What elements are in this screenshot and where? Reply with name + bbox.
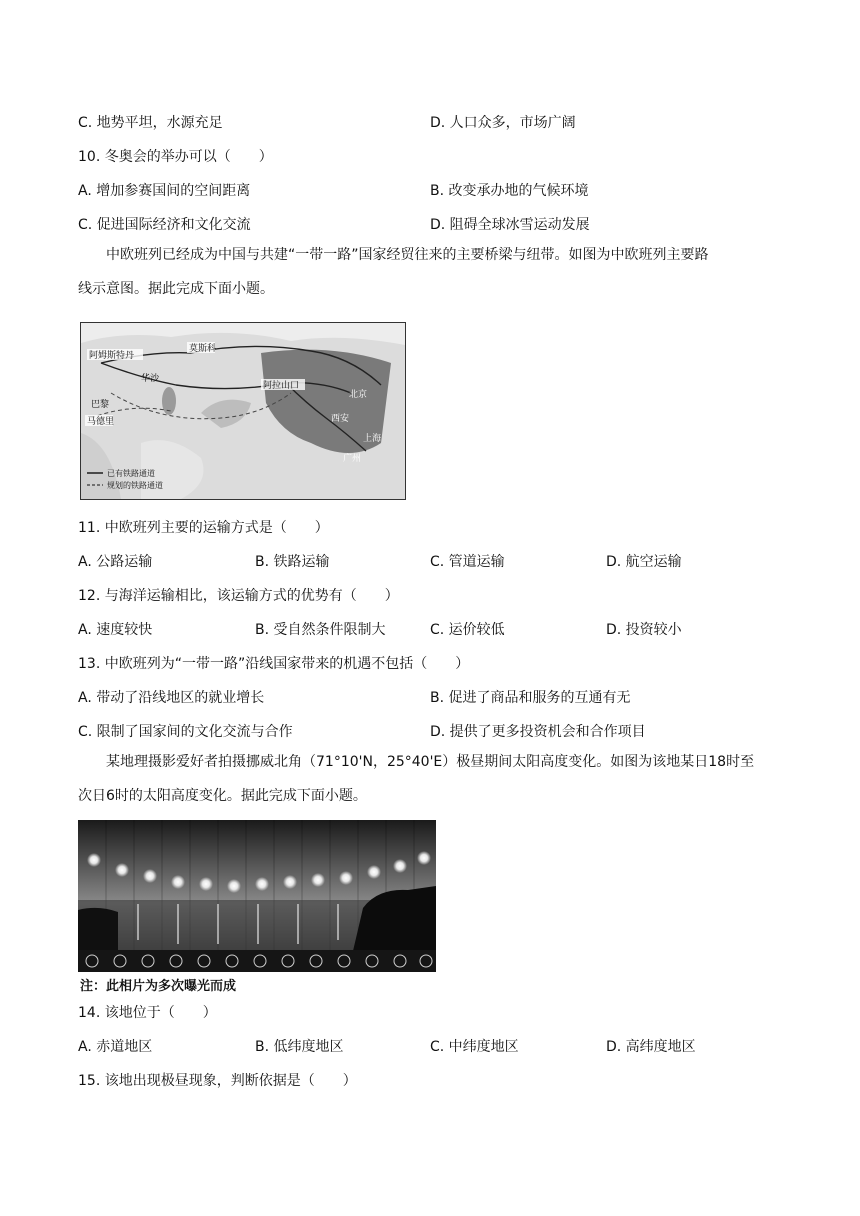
label-warsaw: 华沙: [141, 373, 160, 383]
q14-option-d: D. 高纬度地区: [606, 1039, 696, 1055]
china-europe-rail-map: [80, 322, 406, 500]
q9-option-d: D. 人口众多，市场广阔: [430, 115, 576, 131]
midnight-sun-photo: [78, 820, 436, 972]
intro-paragraph-rail: [78, 238, 783, 272]
photo-note: 注：此相片为多次曝光而成: [80, 979, 237, 994]
q10-option-c: C. 促进国际经济和文化交流: [78, 217, 251, 233]
rail-map-graphic: [81, 323, 405, 499]
label-beijing: 北京: [349, 389, 368, 399]
label-xian: 西安: [331, 413, 350, 423]
label-paris: 巴黎: [91, 399, 110, 409]
q14-stem: 14. 该地位于（ ）: [78, 1005, 217, 1021]
q14-option-a: A. 赤道地区: [78, 1039, 153, 1055]
legend-existing: 已有铁路通道: [107, 469, 155, 478]
q15-stem: 15. 该地出现极昼现象，判断依据是（ ）: [78, 1073, 357, 1089]
q11-stem: 11. 中欧班列主要的运输方式是（ ）: [78, 520, 329, 536]
label-moscow: 莫斯科: [189, 343, 217, 353]
q14-option-c: C. 中纬度地区: [430, 1039, 519, 1055]
q14-option-b: B. 低纬度地区: [255, 1039, 344, 1055]
q11-option-c: C. 管道运输: [430, 554, 505, 570]
intro-rail-line2: 线示意图。据此完成下面小题。: [78, 281, 274, 297]
q12-option-c: C. 运价较低: [430, 622, 505, 638]
q11-option-a: A. 公路运输: [78, 554, 153, 570]
q10-option-d: D. 阻碍全球冰雪运动发展: [430, 217, 590, 233]
q12-option-d: D. 投资较小: [606, 622, 682, 638]
q9-option-c: C. 地势平坦，水源充足: [78, 115, 223, 131]
intro-rail-line1: 中欧班列已经成为中国与共建“一带一路”国家经贸往来的主要桥梁与纽带。如图为中欧班列主要路: [106, 247, 709, 263]
q10-option-a: A. 增加参赛国间的空间距离: [78, 183, 251, 199]
q13-stem: 13. 中欧班列为“一带一路”沿线国家带来的机遇不包括（ ）: [78, 656, 470, 672]
label-amsterdam: 阿姆斯特丹: [89, 350, 135, 360]
q12-stem: 12. 与海洋运输相比，该运输方式的优势有（ ）: [78, 588, 399, 604]
label-shanghai: 上海: [363, 433, 382, 443]
q13-option-c: C. 限制了国家间的文化交流与合作: [78, 724, 293, 740]
label-madrid: 马德里: [87, 416, 115, 426]
label-alashankou: 阿拉山口: [263, 380, 300, 390]
q10-stem: 10. 冬奥会的举办可以（ ）: [78, 149, 273, 165]
q13-option-d: D. 提供了更多投资机会和合作项目: [430, 724, 646, 740]
legend-planned: 规划的铁路通道: [107, 481, 163, 490]
q11-option-d: D. 航空运输: [606, 554, 682, 570]
q10-option-b: B. 改变承办地的气候环境: [430, 183, 589, 199]
midnight-sun-graphic: [78, 820, 436, 972]
q13-option-b: B. 促进了商品和服务的互通有无: [430, 690, 631, 706]
label-guangzhou: 广州: [343, 453, 362, 463]
intro-polar-line1: 某地理摄影爱好者拍摄挪威北角（71°10'N，25°40'E）极昼期间太阳高度变化。如图为该地某日18时至: [106, 754, 755, 770]
q11-option-b: B. 铁路运输: [255, 554, 330, 570]
intro-polar-line2: 次日6时的太阳高度变化。据此完成下面小题。: [78, 788, 367, 804]
q12-option-b: B. 受自然条件限制大: [255, 622, 386, 638]
q13-option-a: A. 带动了沿线地区的就业增长: [78, 690, 265, 706]
q12-option-a: A. 速度较快: [78, 622, 153, 638]
intro-paragraph-polar-day: [78, 745, 783, 779]
